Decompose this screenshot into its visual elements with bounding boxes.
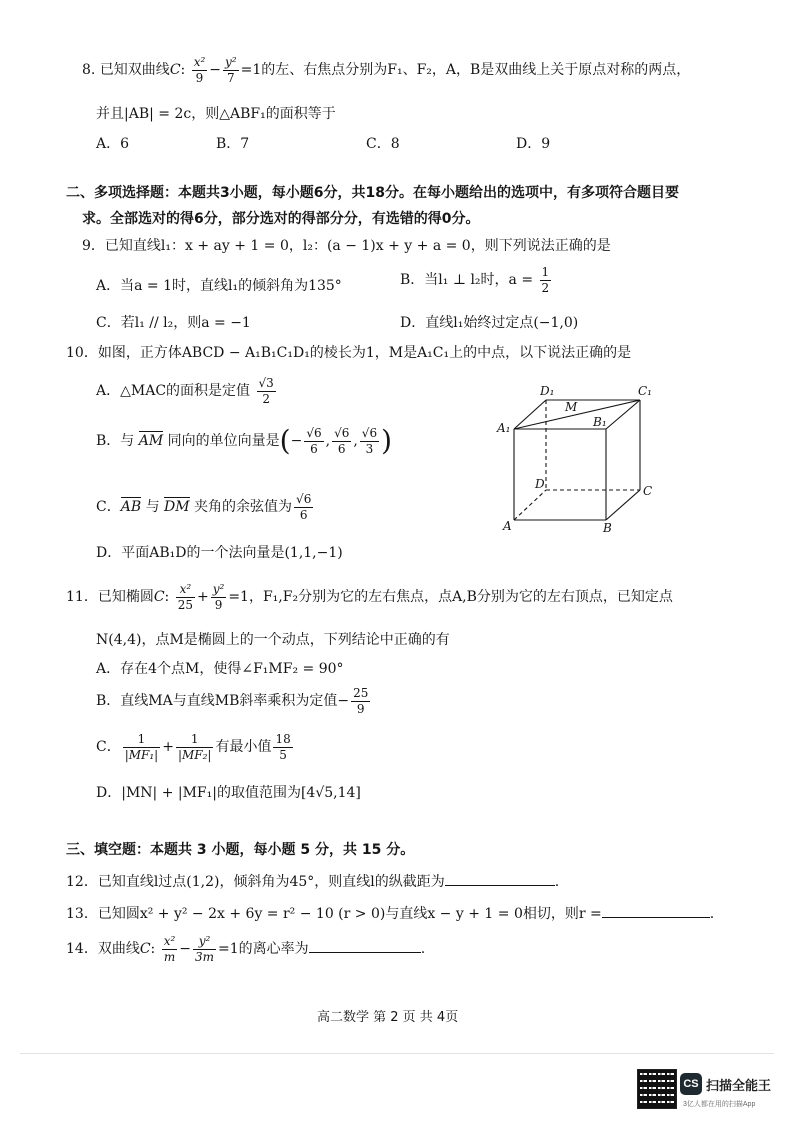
label-c1: C₁: [638, 384, 652, 398]
question-13: 13．已知圆x² + y² − 2x + 6y = r² − 10 (r > 0)与直线x − y + 1 = 0相切，则r = .: [66, 903, 714, 921]
question-12: 12．已知直线l过点(1,2)，倾斜角为45°，则直线l的纵截距为 .: [66, 871, 559, 889]
edge-a-d: [514, 490, 546, 520]
question-9-option-d: D．直线l₁始终过定点(−1,0): [400, 315, 579, 331]
section-2-heading-line2: 求。全部选对的得6分，部分选对的得部分分，有选错的得0分。: [82, 211, 480, 227]
question-10-option-b: B．与 AM 同向的单位向量是(− $\frac{√6}{6}$ , $\frac{√6}{6}$ , $\frac{√6}{3}$ ): [96, 424, 393, 458]
question-9-option-a: A．当a = 1时，直线l₁的倾斜角为135°: [96, 278, 342, 294]
question-11-stem: 11．已知椭圆C: $\frac{\text{x²}}{25}$ + $\frac{\text{y²}}{9}$ =1，F₁,F₂分别为它的左右焦点，点A,B分别为它的左右顶点，已知定点: [66, 582, 673, 612]
label-c: C: [643, 484, 653, 498]
question-8-option-c: C．8: [366, 136, 400, 152]
footer-divider: [20, 1053, 774, 1054]
page-footer: 高二数学 第 2 页 共 4页: [317, 1010, 459, 1025]
question-8-option-a: A．6: [96, 136, 130, 152]
question-9-option-c: C．若l₁ // l₂，则a = −1: [96, 315, 251, 331]
answer-blank-13[interactable]: [602, 903, 710, 918]
question-8-option-b: B．7: [216, 136, 250, 152]
cube-figure: [495, 378, 665, 538]
label-b: B: [603, 521, 612, 535]
edge-b-c: [606, 490, 640, 520]
answer-blank-14[interactable]: [309, 938, 421, 953]
watermark-brand: 扫描全能王: [706, 1078, 772, 1093]
label-a1: A₁: [497, 421, 511, 435]
question-10-option-d: D．平面AB₁D的一个法向量是(1,1,−1): [96, 545, 343, 561]
question-10-option-a: A．△MAC的面积是定值 $\frac{√3}{2}$: [96, 376, 274, 406]
question-11-option-d: D．|MN| + |MF₁|的取值范围为[4√5,14]: [96, 785, 361, 801]
question-9-option-b: B．当l₁ ⊥ l₂时，a = $\frac{1}{2}$: [400, 265, 550, 295]
edge-a1-d1: [514, 400, 546, 429]
watermark-subtitle: 3亿人都在用的扫描App: [683, 1101, 756, 1108]
label-d1: D₁: [540, 384, 555, 398]
question-8-stem: 8. 已知双曲线C: $\frac{\text{x²}}{9}$ − $\frac{\text{y²}}{7}$ =1的左、右焦点分别为F₁、F₂，A，B是双曲线上关于原点对称的两点，: [82, 55, 691, 85]
question-11-option-c: C． $\frac{1}{\text{|MF₁|}}$ + $\frac{1}{\text{|MF₂|}}$ 有最小值 $\frac{18}{5}$: [96, 732, 291, 762]
label-m: M: [565, 400, 578, 414]
label-d: D: [535, 477, 545, 491]
section-2-heading: 二、多项选择题：本题共3小题，每小题6分，共18分。在每小题给出的选项中，有多项符合题目要: [66, 185, 679, 201]
question-14: 14．双曲线C: $\frac{\text{x²}}{m}$ − $\frac{\text{y²}}{3m}$ =1的离心率为 .: [66, 934, 426, 964]
question-8-line2: 并且|AB| = 2c，则△ABF₁的面积等于: [96, 106, 336, 122]
question-11-option-a: A．存在4个点M，使得∠F₁MF₂ = 90°: [96, 661, 344, 677]
question-10-option-c: C．AB 与 DM 夹角的余弦值为 $\frac{√6}{6}$: [96, 492, 312, 522]
question-11-line2: N(4,4)，点M是椭圆上的一个动点，下列结论中正确的有: [96, 632, 450, 648]
qr-code-icon: [638, 1070, 676, 1108]
question-11-option-b: B．直线MA与直线MB斜率乘积为定值− $\frac{25}{9}$: [96, 686, 369, 716]
question-9-stem: 9．已知直线l₁：x + ay + 1 = 0，l₂：(a − 1)x + y + a = 0，则下列说法正确的是: [82, 238, 611, 254]
camscanner-logo-icon: CS: [680, 1073, 702, 1095]
label-b1: B₁: [593, 415, 607, 429]
label-a: A: [503, 519, 512, 533]
question-8-option-d: D．9: [516, 136, 551, 152]
question-10-stem: 10．如图，正方体ABCD − A₁B₁C₁D₁的棱长为1，M是A₁C₁上的中点，以下说法正确的是: [66, 345, 632, 361]
answer-blank-12[interactable]: [445, 871, 555, 886]
section-3-heading: 三、填空题：本题共 3 小题，每小题 5 分，共 15 分。: [66, 842, 415, 858]
